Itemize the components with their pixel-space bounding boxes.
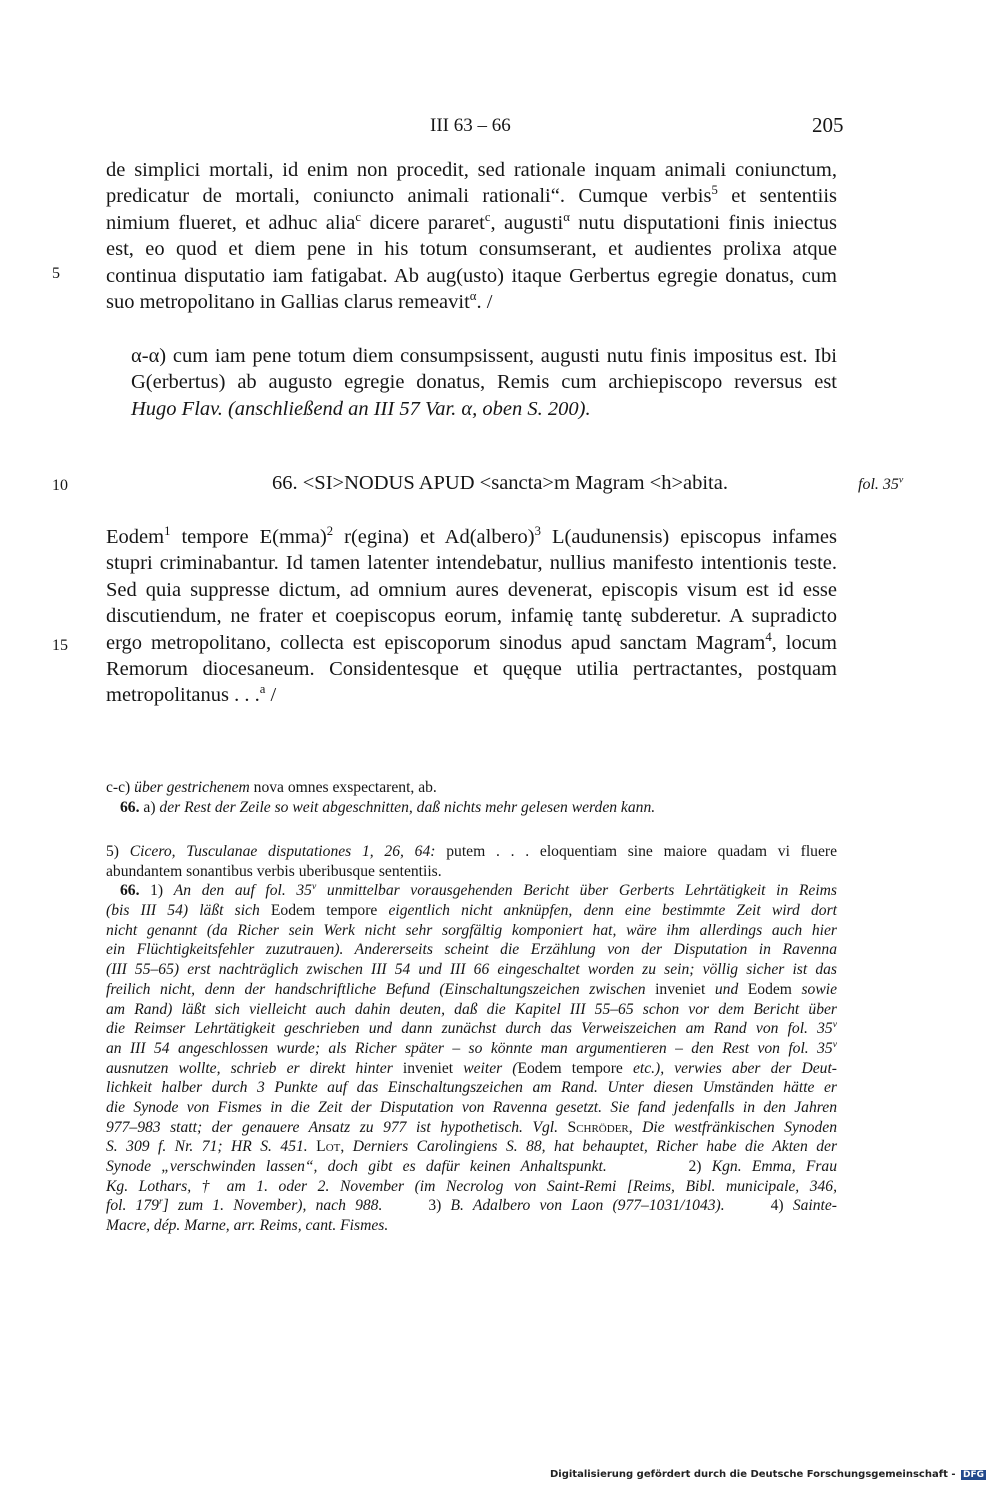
text-line: de simplici mortali, id enim non procedit, sed rationale inquam animali coniunctum, — [106, 159, 837, 181]
apparatus-line: 66. a) der Rest der Zeile so weit abgeschnitten, daß nichts mehr gelesen werden kann. — [120, 798, 656, 816]
note-line: Kg. Lothars, † am 1. oder 2. November (im Necrolog von Saint-Remi [Reims, Bibl. municipale, 346, — [106, 1177, 837, 1195]
main-text-block-2 — [106, 524, 837, 709]
line-number: 10 — [52, 477, 68, 494]
text-line: stupri criminabantur. Id tamen latenter intendebatur, nullius manifesto intentionis teste. — [106, 552, 837, 575]
text-line: G(erbertus) ab augusto egregie donatus, Remis cum archiepiscopo reversus est — [131, 371, 837, 394]
digitization-credit — [550, 1469, 986, 1480]
dfg-logo: DFG — [962, 1470, 984, 1480]
note-line: abundantem sonantibus verbis uberibusque sententiis. — [106, 862, 442, 880]
note-line: an III 54 angeschlossen wurde; als Richer später – so könnte man argumentieren – den Rest von fol. 35$^v$ — [106, 1038, 837, 1057]
text-line: metropolitanus . . .$^a$ / — [106, 682, 277, 707]
text-line: nimium flueret, et adhuc alia$^c$ dicere pararet$^c$, augusti$^\alpha$ nutu disputationi finis iniectus — [106, 209, 838, 234]
note-line: Synode „verschwinden lassen“, doch gibt es dafür keinen Anhaltspunkt. 2) Kgn. Emma, Frau — [106, 1158, 838, 1175]
note-line: ein Flüchtigkeitsfehler zuzutrauen). Andererseits scheint die Erzählung von der Disputation in Ravenna — [106, 941, 837, 959]
credit-text: Digitalisierung gefördert durch die Deutsche Forschungsgemeinschaft - — [549, 1469, 956, 1480]
note-line: freilich nicht, denn der handschriftliche Befund (Einschaltungszeichen zwischen inveniet und Eodem sowie — [106, 980, 838, 998]
text-line: α-α) cum iam pene totum diem consumpsissent, augusti nutu finis impositus est. Ibi — [131, 345, 837, 367]
line-number: 5 — [52, 265, 60, 282]
note-line: S. 309 f. Nr. 71; HR S. 451. Lot, Derniers Carolingiens S. 88, hat behauptet, Richer habe die Akten der — [106, 1138, 838, 1156]
text-line: Remorum diocesaneum. Considentesque et quęque utilia pertractantes, postquam — [106, 657, 837, 680]
note-line: 5) Cicero, Tusculanae disputationes 1, 26, 64: putem . . . eloquentiam sine maiore quadam vi fluere — [106, 843, 838, 860]
text-line: continua disputatio iam fatigabat. Ab aug(usto) itaque Gerbertus egregie donatus, cum — [106, 264, 837, 287]
note-line: lichkeit halber durch 3 Punkte auf das Einschaltungszeichen am Rand. Unter diesen Umständen hätte er — [106, 1079, 837, 1097]
running-title: III 63 – 66 — [430, 115, 511, 136]
variant-reading — [131, 343, 837, 422]
note-line: (III 55–65) erst nachträglich zwischen III 54 und III 66 eingeschaltet worden zu sein; völlig sicher ist das — [106, 961, 837, 979]
text-line: discutiendum, ne frater et coepiscopus eorum, infamię tantę subderetur. A supradicto — [106, 605, 837, 628]
text-line: suo metropolitano in Gallias clarus remeavit$^\alpha$. / — [106, 289, 493, 313]
text-line: ergo metropolitano, collecta est episcoporum sinodus apud sanctam Magram$^4$, locum — [106, 629, 837, 654]
text-line: predicatur de mortali, coniuncto animali rationali“. Cumque verbis$^5$ et sententiis — [106, 183, 837, 208]
note-line: 66. 1) An den auf fol. 35$^v$ unmittelbar vorausgehenden Bericht über Gerberts Lehrtätigkeit in Reims — [120, 881, 837, 900]
apparatus-line: c-c) über gestrichenem nova omnes exspectarent, ab. — [106, 779, 437, 796]
note-line: (bis III 54) läßt sich Eodem tempore eigentlich nicht anknüpfen, denn eine bestimmte Zeit wird dort — [106, 902, 837, 920]
main-text-block-1 — [106, 157, 837, 315]
line-number: 15 — [52, 637, 68, 654]
commentary-notes — [106, 842, 837, 1236]
text-line: Hugo Flav. (anschließend an III 57 Var. α, oben S. 200). — [131, 397, 591, 420]
note-line: die Synode von Fismes in die Zeit der Disputation von Ravenna gesetzt. Sie fand jedenfalls in den Jahren — [106, 1098, 837, 1116]
note-line: die Reimser Lehrtätigkeit geschrieben und dann zunächst durch das Verweiszeichen am Rand von fol. 35$^v$ — [106, 1019, 837, 1038]
text-line: Eodem$^1$ tempore E(mma)$^2$ r(egina) et Ad(albero)$^3$ L(audunensis) episcopus infames — [106, 524, 837, 548]
chapter-title: 66. <SI>NODUS APUD <sancta>m Magram <h>abita. — [272, 472, 728, 494]
note-line: ausnutzen wollte, schrieb er direkt hinter inveniet weiter (Eodem tempore etc.), verwies aber der Deut- — [106, 1059, 837, 1077]
page-number: 205 — [812, 113, 844, 137]
note-line: 977–983 statt; der genauere Ansatz zu 977 ist hypothetisch. Vgl. Schröder, Die westfränkischen Synoden — [106, 1118, 837, 1136]
critical-apparatus — [106, 778, 837, 817]
note-line: Macre, dép. Marne, arr. Reims, cant. Fismes. — [106, 1217, 389, 1235]
text-line: est, eo quod et diem pene in his totum consumserant, et audientes prolixa atque — [106, 238, 837, 261]
note-line: fol. 179$^r$] zum 1. November), nach 988. 3) B. Adalbero von Laon (977–1031/1043). 4) Sainte- — [106, 1196, 837, 1215]
note-line: am Rand) läßt sich vielleicht auch dahin deuten, daß die Kapitel III 55–65 schon vor dem Bericht über — [106, 1000, 837, 1018]
note-line: nicht genannt (da Richer sein Werk nicht sehr sorgfältig komponiert hat, wäre ihm allerdings auch hier — [106, 921, 837, 939]
text-line: Sed quia suppresse dictum, ad omnium aures devenerat, episcopis visum est id esse — [106, 578, 837, 601]
margin-folio-reference: fol. 35$^v$ — [858, 474, 904, 493]
